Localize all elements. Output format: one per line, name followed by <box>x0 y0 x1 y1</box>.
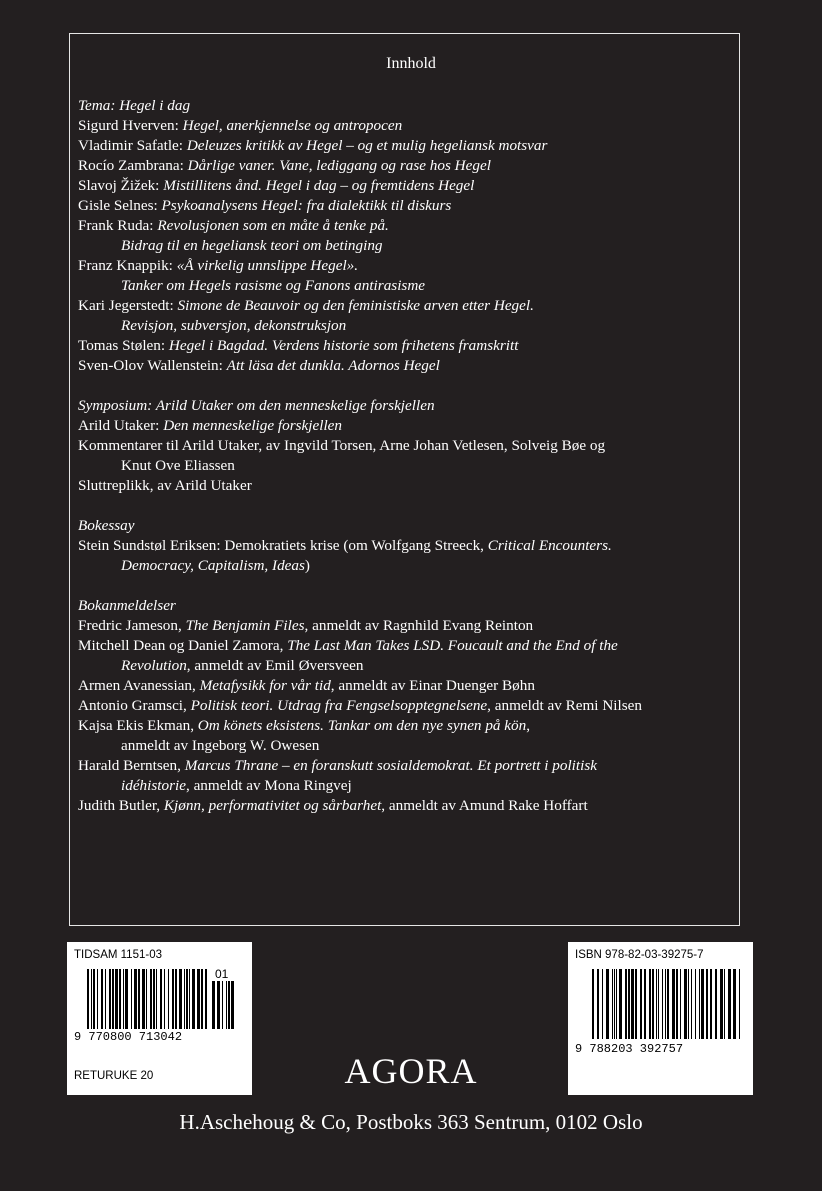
entry-title-text: Bidrag til en hegeliansk teori om betinging <box>121 237 383 254</box>
issn-barcode-icon <box>87 969 207 1029</box>
toc-entry <box>78 476 728 496</box>
toc-entry <box>78 416 728 436</box>
entry-line <box>78 636 728 656</box>
entry-title-text: Revolution <box>121 657 187 674</box>
entry-title-text: Mistillitens ånd. Hegel i dag – og fremtidens Hegel <box>163 177 475 194</box>
entry-text: Arild Utaker: <box>78 417 164 434</box>
toc-entry <box>78 696 728 716</box>
section-title: Symposium: Arild Utaker om den menneskelige forskjellen <box>78 397 435 414</box>
entry-line <box>78 116 728 136</box>
entry-continuation-line <box>78 736 728 756</box>
toc-entry <box>78 676 728 696</box>
entry-text: Vladimir Safatle: <box>78 137 187 154</box>
toc-entry <box>78 616 728 636</box>
entry-text: Rocío Zambrana: <box>78 157 188 174</box>
section-title: Bokessay <box>78 517 135 534</box>
isbn-barcode-digits: 9 788203 392757 <box>575 1042 684 1056</box>
entry-text: , anmeldt av Mona Ringvej <box>185 777 352 794</box>
entry-line <box>78 796 728 816</box>
entry-continuation-line <box>78 236 728 256</box>
entry-line <box>78 156 728 176</box>
entry-line <box>78 136 728 156</box>
entry-text: Sven-Olov Wallenstein: <box>78 357 227 374</box>
entry-title-text: Att läsa det dunkla. Adornos Hegel <box>226 357 440 374</box>
entry-line <box>78 176 728 196</box>
entry-text: anmeldt av Ingeborg W. Owesen <box>121 737 320 754</box>
entry-line <box>78 356 728 376</box>
tidsam-label: TIDSAM 1151-03 <box>74 949 162 961</box>
returuke-label: RETURUKE 20 <box>74 1070 154 1082</box>
entry-line <box>78 196 728 216</box>
entry-line <box>78 476 728 496</box>
toc-entry <box>78 716 728 756</box>
entry-text: Sigurd Hverven: <box>78 117 183 134</box>
toc-heading: Innhold <box>386 55 436 72</box>
entry-title-text: Kjønn, performativitet og sårbarhet <box>163 797 382 814</box>
entry-title-text: Politisk teori. Utdrag fra Fengselsopptegnelsene <box>190 697 488 714</box>
entry-title-text: «Å virkelig unnslippe Hegel». <box>176 257 359 274</box>
entry-title-text: The Benjamin Files <box>185 617 305 634</box>
entry-title-text: Hegel, anerkjennelse og antropocen <box>182 117 403 134</box>
entry-title-text: Critical Encounters. <box>487 537 612 554</box>
toc-section <box>78 96 728 376</box>
entry-title-text: Democracy, Capitalism, Ideas <box>121 557 305 574</box>
entry-title-text: Deleuzes kritikk av Hegel – og et mulig hegeliansk motsvar <box>186 137 548 154</box>
toc-entry <box>78 296 728 336</box>
entry-text: Kari Jegerstedt: <box>78 297 178 314</box>
entry-text: , anmeldt av Ragnhild Evang Reinton <box>304 617 534 634</box>
entry-title-text: Revolusjonen som en måte å tenke på. <box>157 217 389 234</box>
entry-title-text: Den menneskelige forskjellen <box>163 417 343 434</box>
entry-title-text: Revisjon, subversjon, dekonstruksjon <box>121 317 347 334</box>
entry-line <box>78 216 728 236</box>
entry-text: Antonio Gramsci, <box>78 697 191 714</box>
entry-text: Tomas Stølen: <box>78 337 169 354</box>
entry-line <box>78 616 728 636</box>
toc-entry <box>78 216 728 256</box>
entry-title-text: Hegel i Bagdad. Verdens historie som frihetens framskritt <box>168 337 519 354</box>
entry-text: Judith Butler, <box>78 797 164 814</box>
entry-text: Gisle Selnes: <box>78 197 162 214</box>
entry-title-text: Metafysikk for vår tid <box>199 677 331 694</box>
entry-line <box>78 436 728 456</box>
toc-entry <box>78 756 728 796</box>
entry-line <box>78 676 728 696</box>
entry-continuation-line <box>78 316 728 336</box>
entry-text: , anmeldt av Einar Duenger Bøhn <box>330 677 535 694</box>
entry-continuation-line <box>78 656 728 676</box>
entry-line <box>78 256 728 276</box>
entry-title-text: Tanker om Hegels rasisme og Fanons antirasisme <box>121 277 426 294</box>
entry-continuation-line <box>78 456 728 476</box>
entry-text: Armen Avanessian, <box>78 677 200 694</box>
entry-title-text: Dårlige vaner. Vane, lediggang og rase hos Hegel <box>187 157 491 174</box>
entry-title-text: Simone de Beauvoir og den feministiske arven etter Hegel. <box>177 297 534 314</box>
journal-name: AGORA <box>344 1051 478 1091</box>
table-of-contents <box>78 96 728 836</box>
publisher-address: H.Aschehoug & Co, Postboks 363 Sentrum, 0102 Oslo <box>179 1110 643 1134</box>
entry-line <box>78 336 728 356</box>
entry-text: Stein Sundstøl Eriksen: Demokratiets krise (om Wolfgang Streeck, <box>78 537 488 554</box>
entry-line <box>78 696 728 716</box>
entry-text: Fredric Jameson, <box>78 617 186 634</box>
toc-entry <box>78 436 728 476</box>
entry-title-text: Marcus Thrane – en foranskutt sosialdemokrat. Et portrett i politisk <box>184 757 597 774</box>
entry-title-text: idéhistorie <box>121 777 186 794</box>
toc-entry <box>78 636 728 676</box>
isbn-label: ISBN 978-82-03-39275-7 <box>575 949 704 961</box>
toc-entry <box>78 176 728 196</box>
entry-text: Frank Ruda: <box>78 217 158 234</box>
entry-title-text: Om könets eksistens. Tankar om den nye synen på kön <box>197 717 527 734</box>
toc-entry <box>78 536 728 576</box>
entry-continuation-line <box>78 276 728 296</box>
toc-entry <box>78 156 728 176</box>
entry-text: , anmeldt av Remi Nilsen <box>487 697 642 714</box>
entry-continuation-line <box>78 776 728 796</box>
entry-text: Kajsa Ekis Ekman, <box>78 717 198 734</box>
entry-text: ) <box>304 557 310 574</box>
entry-line <box>78 756 728 776</box>
entry-text: Kommentarer til Arild Utaker, av Ingvild Torsen, Arne Johan Vetlesen, Solveig Bøe og <box>78 437 606 454</box>
entry-line <box>78 296 728 316</box>
entry-text: Slavoj Žižek: <box>78 177 164 194</box>
issn-barcode-digits: 9 770800 713042 <box>74 1030 183 1044</box>
entry-text: , anmeldt av Emil Øversveen <box>186 657 364 674</box>
toc-section <box>78 396 728 496</box>
entry-text: Sluttreplikk, av Arild Utaker <box>78 477 252 494</box>
isbn-barcode-icon <box>592 969 742 1039</box>
toc-entry <box>78 116 728 136</box>
section-title: Bokanmeldelser <box>78 597 176 614</box>
entry-text: Franz Knappik: <box>78 257 177 274</box>
toc-section <box>78 596 728 816</box>
section-title: Tema: Hegel i dag <box>78 97 191 114</box>
toc-entry <box>78 256 728 296</box>
toc-entry <box>78 136 728 156</box>
entry-text: , anmeldt av Amund Rake Hoffart <box>381 797 588 814</box>
toc-section <box>78 516 728 576</box>
toc-entry <box>78 796 728 816</box>
toc-entry <box>78 356 728 376</box>
entry-title-text: The Last Man Takes LSD. Foucault and the End of the <box>287 637 618 654</box>
barcode-addon-digits: 01 <box>215 967 229 981</box>
entry-text: Harald Berntsen, <box>78 757 185 774</box>
entry-title-text: Psykoanalysens Hegel: fra dialektikk til diskurs <box>161 197 452 214</box>
entry-text: Knut Ove Eliassen <box>121 457 235 474</box>
toc-entry <box>78 196 728 216</box>
addon-barcode-icon <box>212 981 238 1029</box>
entry-text: , <box>526 717 531 734</box>
entry-line <box>78 536 728 556</box>
entry-line <box>78 416 728 436</box>
entry-line <box>78 716 728 736</box>
toc-entry <box>78 336 728 356</box>
entry-continuation-line <box>78 556 728 576</box>
entry-text: Mitchell Dean og Daniel Zamora, <box>78 637 288 654</box>
